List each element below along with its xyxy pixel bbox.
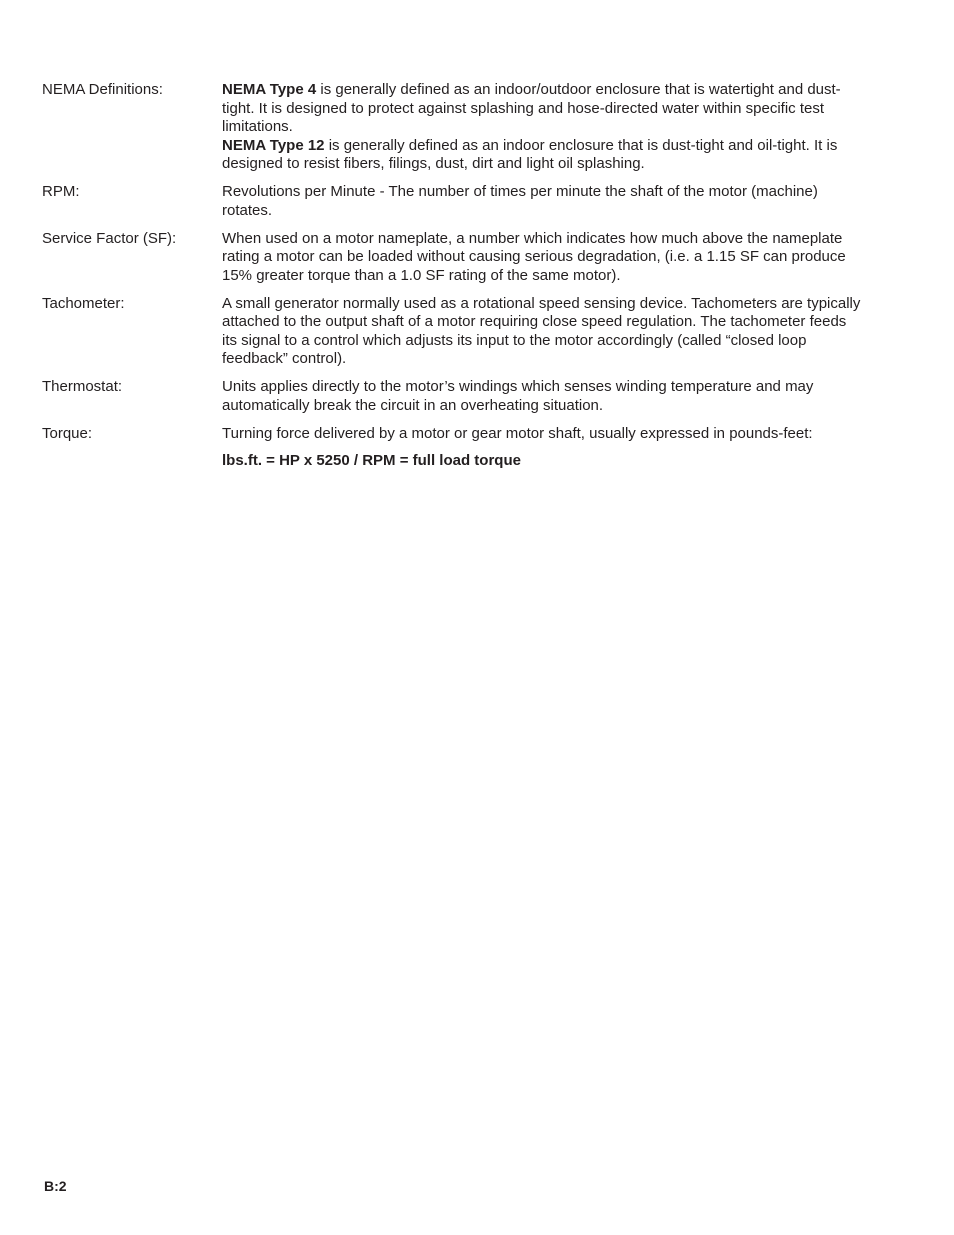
glossary-entry-rpm [42,183,862,220]
page-number: B:2 [44,1178,67,1194]
glossary-definition [222,295,862,369]
thermostat-definition-text: Units applies directly to the motor’s windings which senses winding temperature and may automatically break the circuit in an overheating situation. [222,378,814,414]
nema-type4-label: NEMA Type 4 [222,81,317,98]
glossary-definition [222,378,862,415]
glossary-entry-service-factor [42,230,862,286]
nema-type4-text: is generally defined as an indoor/outdoor enclosure that is watertight and dust-tight. It is designed to protect against splashing and hose-directed water within specific test limitations. [222,81,841,135]
glossary-definition [222,81,862,174]
nema-type12-text: is generally defined as an indoor enclosure that is dust-tight and oil-tight. It is designed to resist fibers, filings, dust, dirt and light oil splashing. [222,136,838,172]
nema-type4-paragraph [222,81,862,137]
glossary-definition [222,230,862,286]
glossary-definition [222,183,862,220]
glossary-term: Torque: [42,424,93,442]
glossary-entry-torque [42,425,862,471]
glossary-entry-tachometer [42,295,862,369]
glossary-entry-nema [42,81,862,174]
rpm-definition-text: Revolutions per Minute - The number of times per minute the shaft of the motor (machine) rotates. [222,183,818,219]
torque-formula: lbs.ft. = HP x 5250 / RPM = full load torque [222,452,521,469]
nema-type12-paragraph [222,137,862,174]
glossary-term: Thermostat: [42,378,123,395]
glossary-term: Service Factor (SF): [42,229,177,247]
glossary-term: NEMA Definitions: [42,81,163,98]
glossary-term: Tachometer: [42,294,125,312]
glossary-entry-thermostat [42,378,862,415]
glossary-list [42,81,862,480]
service-factor-definition-text: When used on a motor nameplate, a number which indicates how much above the nameplate rating a motor can be loaded without causing serious degradation, (i.e. a 1.15 SF can produce 15% greater torque than a 1.0 SF rating of the same motor). [222,229,846,284]
tachometer-definition-text: A small generator normally used as a rotational speed sensing device. Tachometers are typically attached to the output shaft of a motor requiring close speed regulation. The tachometer feeds its signal to a control which adjusts its input to the motor accordingly (called “closed loop feedback” control). [222,294,861,367]
glossary-definition [222,425,862,471]
glossary-term: RPM: [42,183,80,200]
nema-type12-label: NEMA Type 12 [222,136,325,154]
torque-definition-text: Turning force delivered by a motor or gear motor shaft, usually expressed in pounds-feet: [222,424,813,442]
